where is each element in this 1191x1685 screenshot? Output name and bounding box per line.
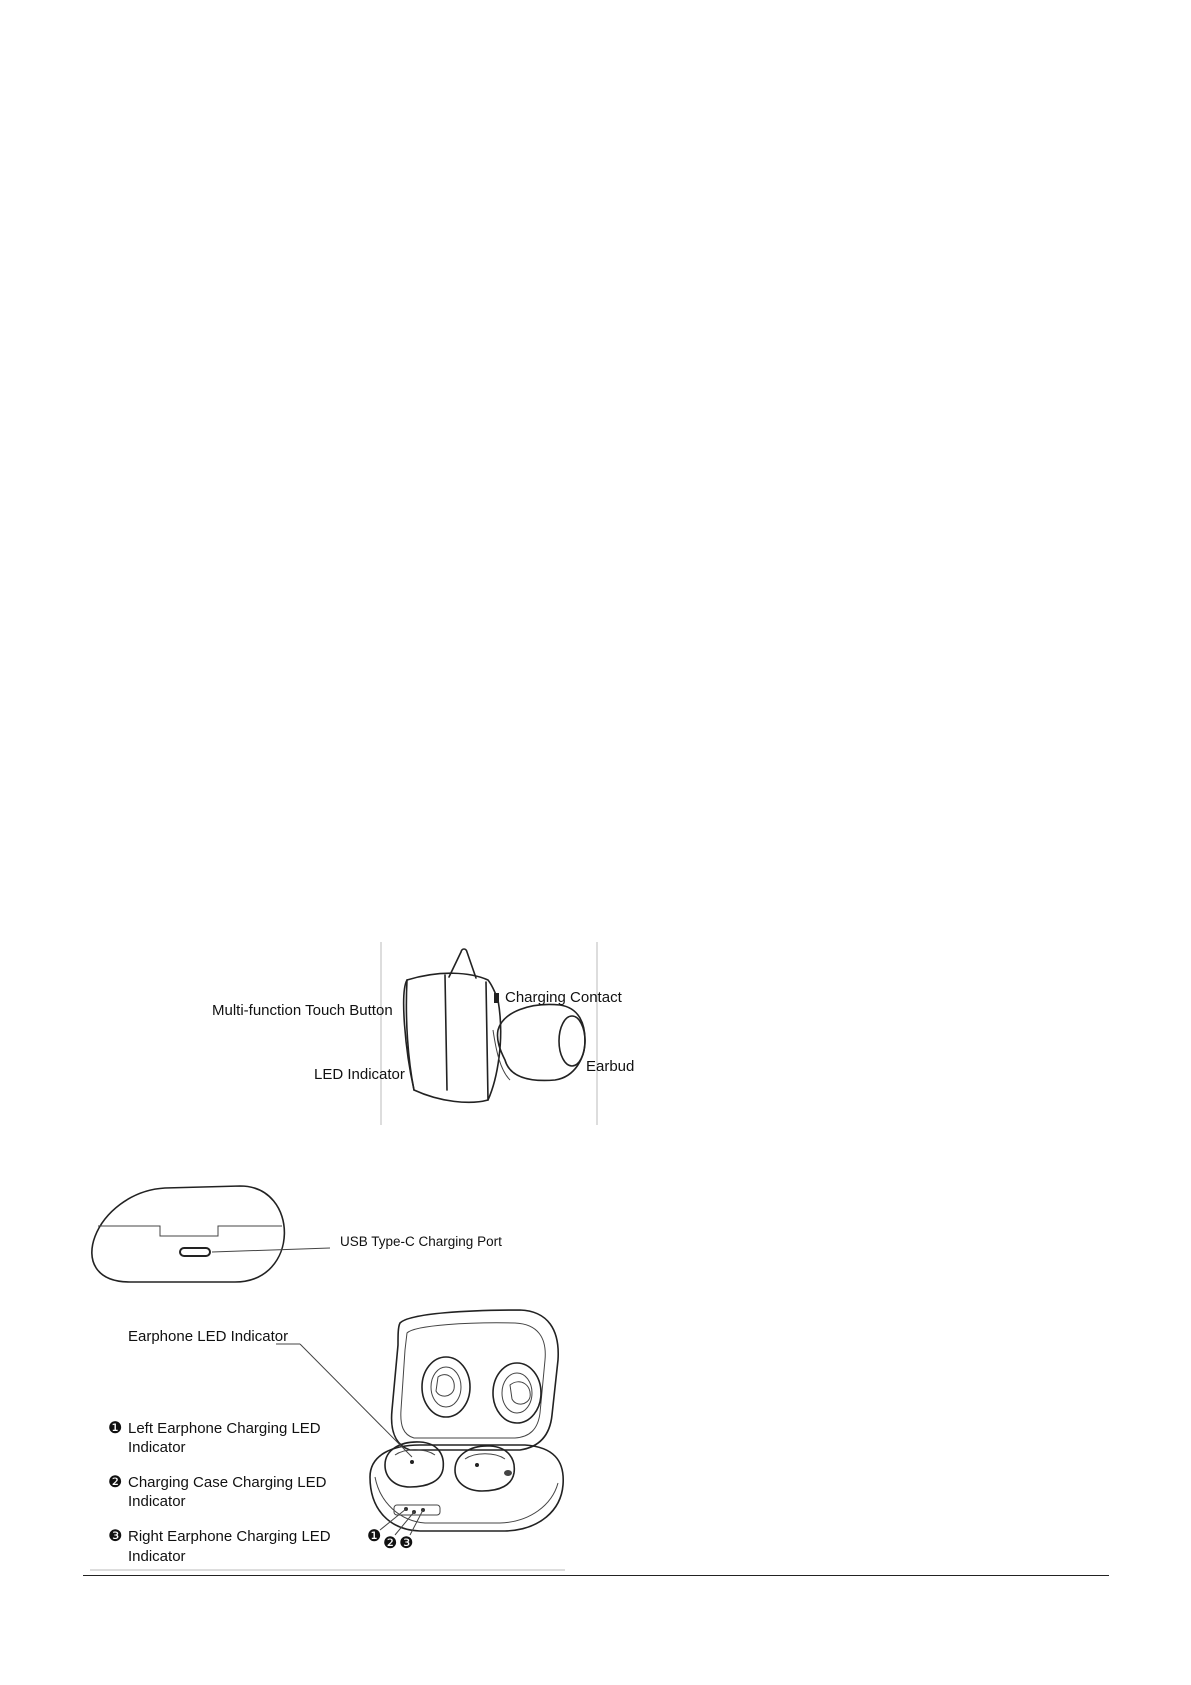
legend-line2-left: Indicator	[128, 1439, 186, 1456]
case-bottom-shell	[92, 1186, 285, 1282]
led-marker-3: ❸	[399, 1535, 414, 1552]
led-marker-1: ❶	[367, 1528, 382, 1545]
label-usb-port: USB Type-C Charging Port	[340, 1234, 502, 1249]
legend-marker-3: ❸	[108, 1528, 123, 1545]
legend-line2-case: Indicator	[128, 1493, 186, 1510]
case-lid	[392, 1310, 559, 1450]
legend-marker-2: ❷	[108, 1474, 123, 1491]
case-open-diagram	[0, 1305, 600, 1575]
legend-line2-right: Indicator	[128, 1548, 186, 1565]
ear-tip-opening	[559, 1016, 585, 1066]
case-bottom-seam	[98, 1226, 282, 1236]
label-led-indicator: LED Indicator	[314, 1066, 405, 1083]
lid-cavity-right	[493, 1363, 541, 1423]
label-earphone-led: Earphone LED Indicator	[128, 1328, 289, 1345]
legend-line1-case: Charging Case Charging LED	[128, 1474, 327, 1491]
legend-line1-right: Right Earphone Charging LED	[128, 1528, 331, 1545]
legend-item-left-earphone	[108, 1420, 321, 1456]
lid-cavity-left	[422, 1357, 470, 1417]
legend-line1-left: Left Earphone Charging LED	[128, 1420, 321, 1437]
usb-c-port	[180, 1248, 210, 1256]
seated-earphone-left	[385, 1442, 443, 1487]
footer-rule	[83, 1575, 1109, 1576]
label-touch-button: Multi-function Touch Button	[212, 1002, 393, 1019]
label-charging-contact: Charging Contact	[505, 989, 622, 1006]
legend-item-right-earphone	[108, 1528, 331, 1565]
earbud-diagram	[0, 930, 700, 1130]
charging-contact	[494, 993, 499, 1003]
led-marker-2: ❷	[383, 1535, 398, 1552]
seated-earphone-right	[455, 1446, 514, 1491]
case-bottom-diagram	[0, 1180, 600, 1290]
label-earbud: Earbud	[586, 1058, 635, 1075]
legend-marker-1: ❶	[108, 1420, 123, 1437]
touch-button-face	[404, 980, 414, 1090]
legend-item-charging-case	[108, 1474, 327, 1510]
